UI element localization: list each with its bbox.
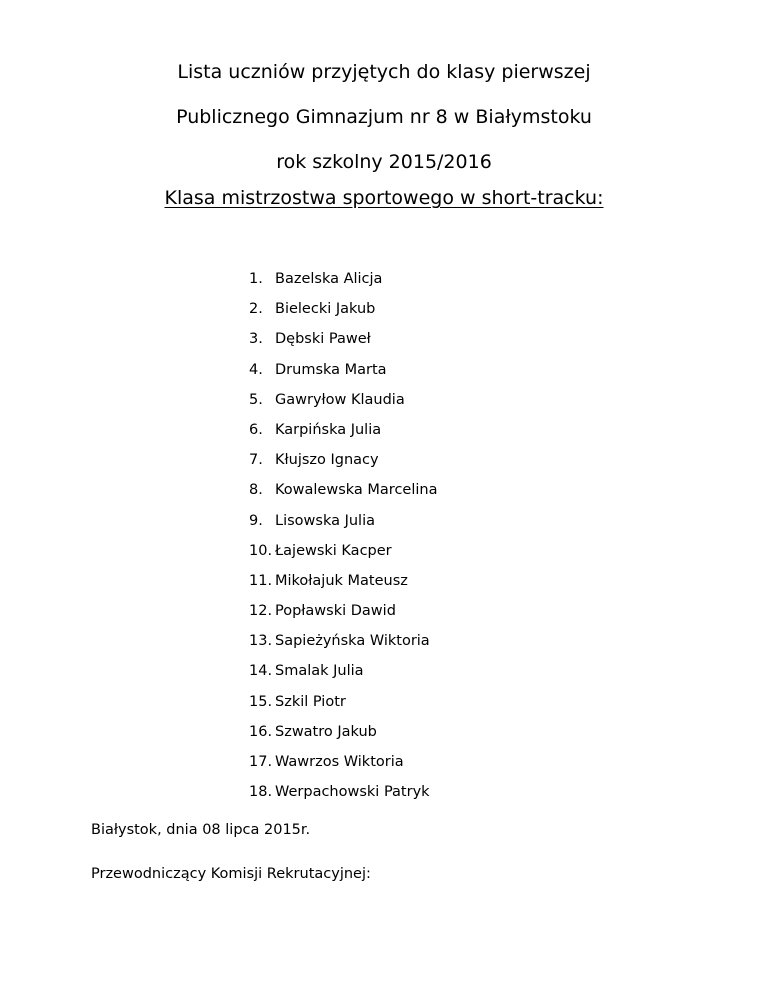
list-item: [249, 385, 437, 415]
student-name: Lisowska Julia: [275, 512, 375, 529]
list-item: [249, 475, 437, 505]
item-number: 5.: [249, 391, 263, 408]
list-item: [249, 687, 437, 717]
student-name: Kłujszo Ignacy: [275, 452, 379, 469]
item-number: 2.: [249, 301, 263, 318]
list-item: [249, 445, 437, 475]
student-name: Mikołajuk Mateusz: [275, 572, 408, 589]
item-number: 4.: [249, 361, 263, 378]
item-number: 1.: [249, 271, 263, 287]
list-item: [249, 656, 437, 686]
document-title-line-2: Publicznego Gimnazjum nr 8 w Białymstoku: [176, 106, 592, 128]
item-number: 10.: [249, 542, 273, 559]
item-number: 15.: [249, 693, 273, 710]
item-number: 8.: [249, 482, 263, 499]
student-name: Kowalewska Marcelina: [275, 482, 438, 499]
student-name: Drumska Marta: [275, 361, 387, 378]
item-number: 12.: [249, 603, 273, 620]
item-number: 18.: [249, 784, 273, 801]
list-item: [249, 777, 437, 807]
student-name: Łajewski Kacper: [275, 542, 392, 559]
list-item: [249, 626, 437, 656]
list-item: [249, 264, 437, 294]
student-name: Szwatro Jakub: [275, 723, 377, 740]
student-name: Karpińska Julia: [275, 421, 382, 438]
student-name: Bazelska Alicja: [275, 271, 383, 287]
list-item: [249, 566, 437, 596]
item-number: 11.: [249, 572, 273, 589]
list-item: [249, 596, 437, 626]
item-number: 3.: [249, 331, 263, 348]
student-name: Werpachowski Patryk: [275, 784, 430, 801]
student-name: Wawrzos Wiktoria: [275, 754, 404, 770]
item-number: 6.: [249, 421, 263, 438]
class-heading: Klasa mistrzostwa sportowego w short-tracku:: [164, 187, 604, 209]
item-number: 17.: [249, 754, 273, 770]
list-item: [249, 355, 437, 385]
student-name: Gawryłow Klaudia: [275, 391, 405, 408]
list-item: [249, 717, 437, 747]
item-number: 9.: [249, 512, 263, 529]
student-name: Bielecki Jakub: [275, 301, 376, 318]
list-item: [249, 747, 437, 777]
student-list: [249, 264, 437, 807]
place-and-date: Białystok, dnia 08 lipca 2015r.: [91, 822, 311, 838]
student-name: Szkil Piotr: [275, 693, 346, 710]
committee-chair-label: Przewodniczący Komisji Rekrutacyjnej:: [91, 866, 371, 882]
list-item: [249, 506, 437, 536]
document-title-line-1: Lista uczniów przyjętych do klasy pierwszej: [177, 61, 591, 83]
student-name: Smalak Julia: [275, 663, 364, 680]
item-number: 7.: [249, 452, 263, 469]
school-year: rok szkolny 2015/2016: [276, 151, 492, 173]
list-item: [249, 415, 437, 445]
list-item: [249, 324, 437, 354]
student-name: Popławski Dawid: [275, 603, 396, 620]
student-name: Dębski Paweł: [275, 331, 371, 348]
item-number: 14.: [249, 663, 273, 680]
item-number: 16.: [249, 723, 273, 740]
list-item: [249, 294, 437, 324]
item-number: 13.: [249, 633, 273, 650]
student-name: Sapieżyńska Wiktoria: [275, 633, 430, 650]
list-item: [249, 536, 437, 566]
